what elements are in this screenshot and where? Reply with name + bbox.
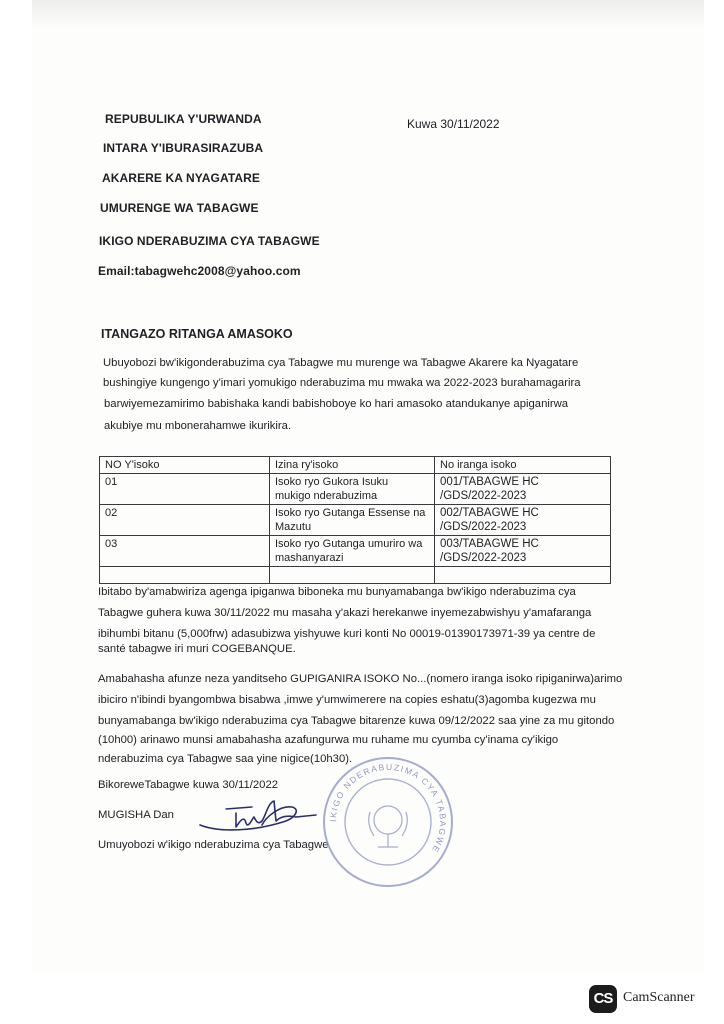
tender-name-line: Isoko ryo Gutanga Essense na xyxy=(275,507,426,519)
tender-code-line: /GDS/2022-2023 xyxy=(440,490,527,502)
header-district: AKARERE KA NYAGATARE xyxy=(102,171,261,185)
empty-cell xyxy=(270,567,435,584)
document-date: Kuwa 30/11/2022 xyxy=(407,117,500,131)
intro-line: Ubuyobozi bw'ikigonderabuzima cya Tabagwe mu murenge wa Tabagwe Akarere ka Nyagatare xyxy=(103,357,579,369)
tender-code xyxy=(435,505,611,536)
paragraph-line: ibihumbi bitanu (5,000frw) adasubizwa yishyuwe kuri konti No 00019-01390173971-39 ya centre de xyxy=(98,628,596,640)
table-header-row xyxy=(100,457,611,474)
tender-code-line: /GDS/2022-2023 xyxy=(440,552,527,564)
paragraph-line: Tabagwe guhera kuwa 30/11/2022 mu masaha y'akazi herekanwe inyemezabwishyu y'amafaranga xyxy=(98,607,592,619)
tender-code-line: 001/TABAGWE HC xyxy=(440,476,539,488)
header-province: INTARA Y'IBURASIRAZUBA xyxy=(103,141,264,155)
handwritten-signature xyxy=(196,791,326,841)
tender-name-line: mukigo nderabuzima xyxy=(275,490,378,502)
paragraph-line: nderabuzima cya Tabagwe saa yine nigice(10h30). xyxy=(98,753,353,765)
signer-role: Umuyobozi w'ikigo nderabuzima cya Tabagwe xyxy=(98,839,329,851)
tender-number: 03 xyxy=(100,536,270,567)
tender-name-line: Isoko ryo Gukora Isuku xyxy=(275,476,389,488)
empty-cell xyxy=(100,567,270,584)
header-institution: IKIGO NDERABUZIMA CYA TABAGWE xyxy=(99,234,320,248)
intro-line: bushingiye kungengo y'imari yomukigo nderabuzima mu mwaka wa 2022-2023 burahamagarira xyxy=(103,377,581,389)
scan-shadow xyxy=(32,0,704,28)
paragraph-line: (10h00) arinawo munsi amabahasha azafungurwa mu ruhame mu cyumba cy'inama cy'ikigo xyxy=(98,734,559,746)
signer-name: MUGISHA Dan xyxy=(98,809,174,821)
tender-code xyxy=(435,474,611,505)
camscanner-name: CamScanner xyxy=(623,990,695,1005)
tender-number: 01 xyxy=(100,474,270,505)
tender-number: 02 xyxy=(100,505,270,536)
table-header-cell: Izina ry'isoko xyxy=(270,457,435,474)
tender-code-line: 003/TABAGWE HC xyxy=(440,538,539,550)
tender-name-line: mashanyarazi xyxy=(275,552,344,564)
closing-place-date: BikoreweTabagwe kuwa 30/11/2022 xyxy=(98,779,279,791)
tender-name xyxy=(270,536,435,567)
document-title: ITANGAZO RITANGA AMASOKO xyxy=(101,327,293,341)
paragraph-line: ibiciro n'ibindi byangombwa bisabwa ,imwe y'umwimerere na copies eshatu(3)agomba kugezwa mu xyxy=(98,694,596,706)
table-row xyxy=(100,536,611,567)
intro-line: barwiyemezamirimo babishaka kandi babishoboye ko hari amasoko atandukanye apiganirwa xyxy=(104,398,569,410)
table-header-cell: NO Y'isoko xyxy=(100,457,270,474)
stamp-text: IKIGO NDERABUZIMA CYA TABAGWE xyxy=(327,761,449,856)
tender-table xyxy=(99,456,611,584)
header-country: REPUBULIKA Y'URWANDA xyxy=(105,112,262,126)
table-header-cell: No iranga isoko xyxy=(435,457,611,474)
tender-name xyxy=(270,505,435,536)
table-row xyxy=(100,474,611,505)
camscanner-logo-icon: CS xyxy=(589,985,617,1013)
header-sector: UMURENGE WA TABAGWE xyxy=(100,201,259,215)
tender-code-line: /GDS/2022-2023 xyxy=(440,521,527,533)
header-email: Email:tabagwehc2008@yahoo.com xyxy=(98,264,301,278)
intro-line: akubiye mu mbonerahamwe ikurikira. xyxy=(104,420,292,432)
official-stamp xyxy=(318,752,458,892)
paragraph-line: Amabahasha afunze neza yanditseho GUPIGANIRA ISOKO No...(nomero iranga isoko ripiganirwa)arimo xyxy=(98,673,623,685)
tender-code xyxy=(435,536,611,567)
table-row xyxy=(100,505,611,536)
tender-code-line: 002/TABAGWE HC xyxy=(440,507,539,519)
tender-name xyxy=(270,474,435,505)
paragraph-line: bunyamabanga bw'ikigo nderabuzima cya Tabagwe bitarenze kuwa 09/12/2022 saa yine za mu gitondo xyxy=(98,715,615,727)
tender-name-line: Mazutu xyxy=(275,521,312,533)
paragraph-line: Ibitabo by'amabwiriza agenga ipiganwa biboneka mu bunyamabanga bw'ikigo nderabuzima cya xyxy=(98,586,576,598)
table-empty-row xyxy=(100,567,611,584)
empty-cell xyxy=(435,567,611,584)
paragraph-line: santé tabagwe iri muri COGEBANQUE. xyxy=(98,643,296,655)
tender-name-line: Isoko ryo Gutanga umuriro wa xyxy=(275,538,423,550)
